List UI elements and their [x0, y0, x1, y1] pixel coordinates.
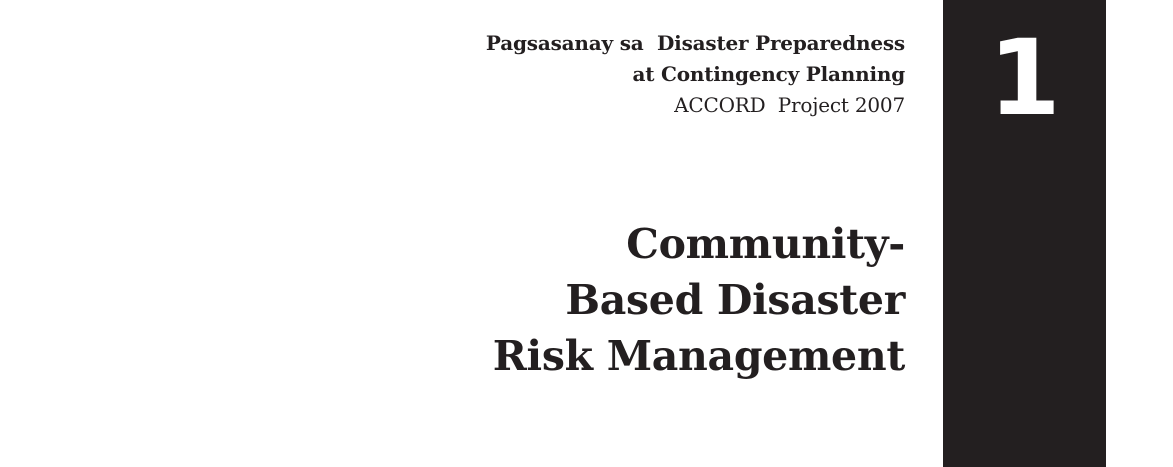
header-line-training-subtitle: at Contingency Planning	[632, 62, 905, 86]
chapter-title-line-1: Community-	[626, 220, 905, 268]
chapter-title-line-2: Based Disaster	[565, 276, 905, 324]
chapter-title-line-3: Risk Management	[492, 332, 905, 380]
document-header	[486, 28, 905, 121]
chapter-number: 1	[988, 17, 1061, 139]
header-line-training-title: Pagsasanay sa Disaster Preparedness	[485, 31, 905, 55]
chapter-title	[493, 216, 905, 384]
header-line-project: ACCORD Project 2007	[674, 93, 905, 117]
chapter-tab	[943, 0, 1106, 467]
